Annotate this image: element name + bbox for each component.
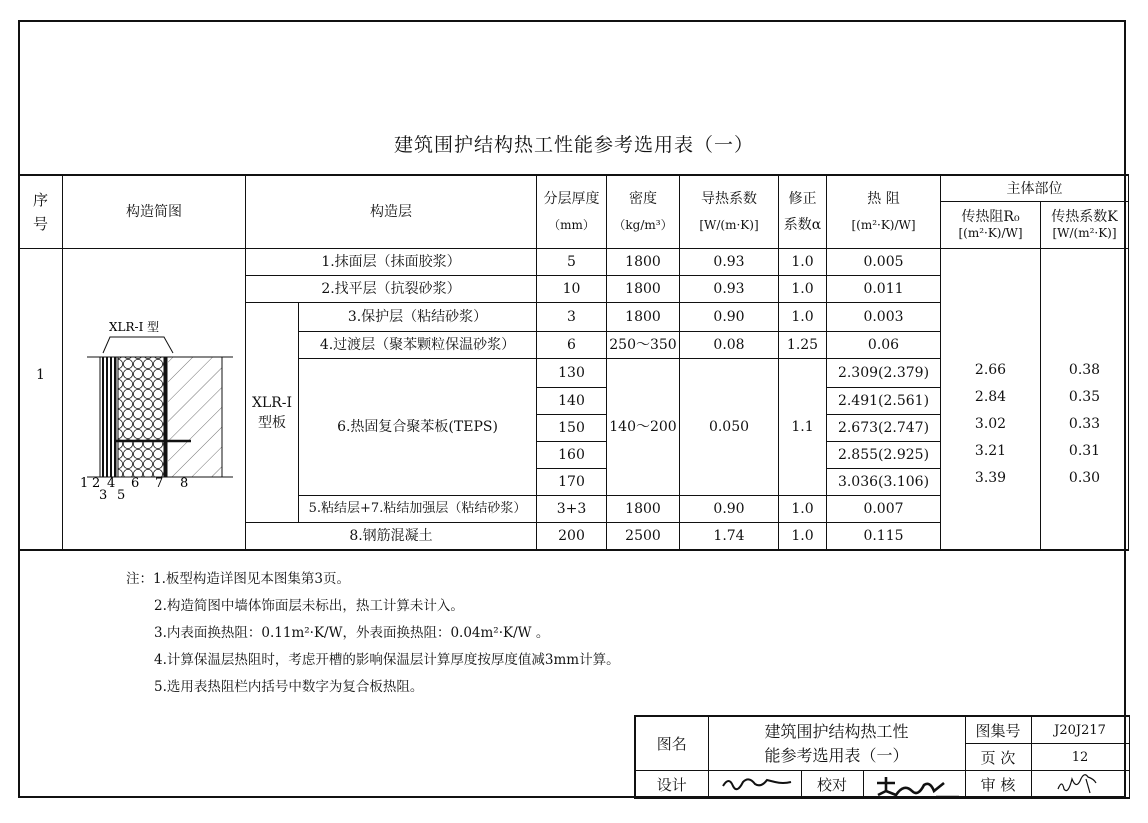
drawing-name-label: 图名 [635, 716, 708, 771]
thickness: 3 [537, 303, 607, 332]
header-main-part: 主体部位 [941, 175, 1129, 202]
density: 140～200 [607, 359, 680, 496]
header-diagram: 构造简图 [63, 175, 246, 249]
checker-signature [863, 771, 965, 799]
svg-text:7: 7 [155, 476, 164, 491]
atlas-number: J20J217 [1031, 716, 1129, 744]
thickness: 5 [537, 249, 607, 276]
density: 1800 [607, 249, 680, 276]
thickness: 170 [537, 469, 607, 496]
thickness: 200 [537, 523, 607, 551]
drawing-name: 建筑围护结构热工性 能参考选用表（一） [708, 716, 965, 771]
conductivity: 0.93 [680, 276, 779, 303]
header-r0: 传热阻R₀ [(m²·K)/W] [941, 202, 1041, 249]
thickness: 160 [537, 442, 607, 469]
review-label: 审 核 [965, 771, 1031, 799]
header-k: 传热系数K [W/(m²·K)] [1041, 202, 1129, 249]
note: 3.内表面换热阻：0.11m²·K/W，外表面换热阻：0.04m²·K/W 。 [154, 625, 550, 641]
resistance: 0.003 [827, 303, 941, 332]
svg-text:4: 4 [107, 476, 116, 491]
page-number: 12 [1031, 744, 1129, 771]
atlas-label: 图集号 [965, 716, 1031, 744]
header-seq: 序号 [19, 175, 63, 249]
header-conductivity: 导热系数 [W/(m·K)] [680, 175, 779, 249]
density: 2500 [607, 523, 680, 551]
conductivity: 0.90 [680, 496, 779, 523]
resistance: 0.06 [827, 332, 941, 359]
header-correction: 修正 系数α [779, 175, 827, 249]
thickness: 130 [537, 359, 607, 388]
layer-name: 6.热固复合聚苯板(TEPS) [299, 359, 537, 496]
page-label: 页 次 [965, 744, 1031, 771]
thickness: 140 [537, 388, 607, 415]
reviewer-signature [1031, 771, 1129, 799]
header-density: 密度 （kg/m³） [607, 175, 680, 249]
layer-name: 2.找平层（抗裂砂浆） [246, 276, 537, 303]
panel-group: XLR-I 型板 [246, 303, 299, 523]
alpha: 1.0 [779, 276, 827, 303]
conductivity: 0.08 [680, 332, 779, 359]
resistance: 2.855(2.925) [827, 442, 941, 469]
alpha: 1.25 [779, 332, 827, 359]
note: 注：1.板型构造详图见本图集第3页。 [126, 571, 350, 587]
thickness: 150 [537, 415, 607, 442]
thickness: 3+3 [537, 496, 607, 523]
svg-text:XLR-I 型: XLR-I 型 [109, 320, 160, 334]
conductivity: 1.74 [680, 523, 779, 551]
designer-signature [708, 771, 801, 799]
thickness: 6 [537, 332, 607, 359]
resistance: 2.673(2.747) [827, 415, 941, 442]
density: 1800 [607, 496, 680, 523]
conductivity: 0.050 [680, 359, 779, 496]
alpha: 1.0 [779, 496, 827, 523]
svg-text:2: 2 [92, 476, 101, 491]
check-label: 校对 [801, 771, 863, 799]
layer-name: 1.抹面层（抹面胶浆） [246, 249, 537, 276]
resistance: 0.007 [827, 496, 941, 523]
seq-cell: 1 [19, 249, 63, 551]
svg-text:8: 8 [180, 476, 189, 491]
density: 1800 [607, 276, 680, 303]
svg-text:6: 6 [131, 476, 140, 491]
header-thickness: 分层厚度 （mm） [537, 175, 607, 249]
notes [126, 567, 620, 702]
title-block [634, 715, 1130, 799]
table-row [19, 249, 1129, 276]
r0-column: 2.66 2.84 3.02 3.21 3.39 [941, 249, 1041, 551]
k-column: 0.38 0.35 0.33 0.31 0.30 [1041, 249, 1129, 551]
resistance: 0.005 [827, 249, 941, 276]
svg-text:5: 5 [117, 488, 126, 503]
thickness: 10 [537, 276, 607, 303]
resistance: 0.115 [827, 523, 941, 551]
svg-text:1: 1 [80, 476, 89, 491]
layer-name: 8.钢筋混凝土 [246, 523, 537, 551]
alpha: 1.1 [779, 359, 827, 496]
layer-name: 3.保护层（粘结砂浆） [299, 303, 537, 332]
design-label: 设计 [635, 771, 708, 799]
header-layer: 构造层 [246, 175, 537, 249]
density: 250～350 [607, 332, 680, 359]
layer-name: 4.过渡层（聚苯颗粒保温砂浆） [299, 332, 537, 359]
alpha: 1.0 [779, 303, 827, 332]
svg-text:3: 3 [99, 488, 108, 503]
note: 4.计算保温层热阻时，考虑开槽的影响保温层计算厚度按厚度值减3mm计算。 [154, 652, 620, 668]
alpha: 1.0 [779, 523, 827, 551]
resistance: 0.011 [827, 276, 941, 303]
layer-name: 5.粘结层+7.粘结加强层（粘结砂浆） [299, 496, 537, 523]
page-title: 建筑围护结构热工性能参考选用表（一） [393, 134, 754, 156]
density: 1800 [607, 303, 680, 332]
header-resistance: 热 阻 [(m²·K)/W] [827, 175, 941, 249]
alpha: 1.0 [779, 249, 827, 276]
conductivity: 0.93 [680, 249, 779, 276]
thermal-performance-table [18, 174, 1129, 551]
wall-section-diagram [63, 249, 246, 545]
resistance: 2.309(2.379) [827, 359, 941, 388]
note: 2.构造简图中墙体饰面层未标出，热工计算未计入。 [154, 598, 464, 614]
construction-diagram [63, 249, 246, 551]
resistance: 2.491(2.561) [827, 388, 941, 415]
note: 5.选用表热阻栏内括号中数字为复合板热阻。 [154, 679, 424, 695]
resistance: 3.036(3.106) [827, 469, 941, 496]
conductivity: 0.90 [680, 303, 779, 332]
